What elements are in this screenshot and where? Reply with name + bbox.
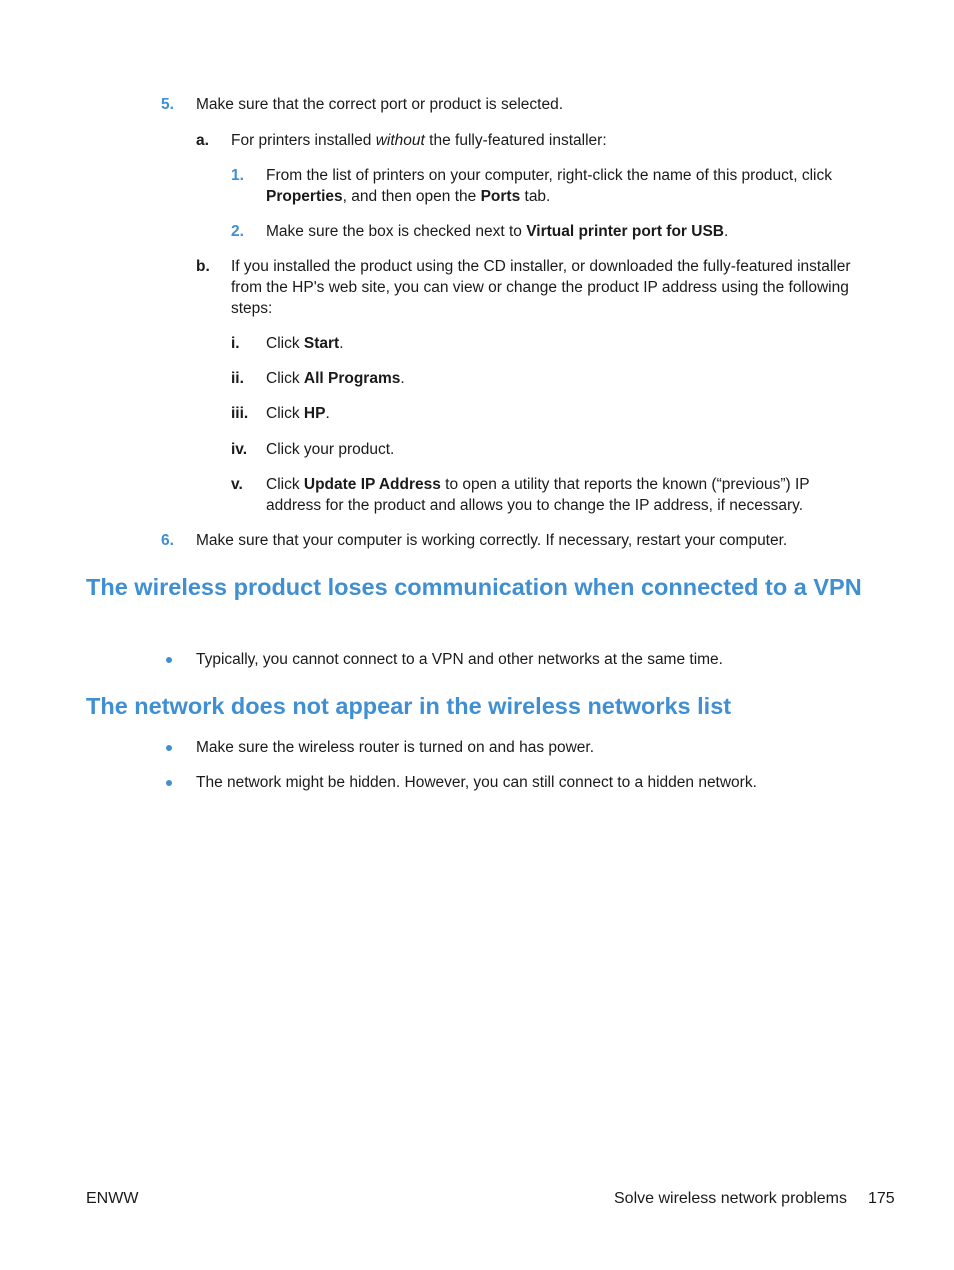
substep-marker: b.: [196, 258, 210, 275]
step-text: Make sure that the correct port or product is selected.: [196, 96, 564, 113]
bullet-icon: [166, 657, 172, 663]
section-heading-network-list: The network does not appear in the wireless networks list: [86, 693, 732, 719]
bullet-icon: [166, 780, 172, 786]
substep-marker: a.: [196, 132, 209, 149]
step-number: 5.: [161, 96, 174, 113]
list-item-marker: iv.: [231, 441, 248, 458]
footer-left: ENWW: [86, 1190, 139, 1207]
list-item: Click Start.: [266, 335, 344, 352]
list-item-marker: iii.: [231, 405, 249, 422]
substep-text: For printers installed without the fully-featured installer:: [231, 132, 607, 149]
footer-section-title: Solve wireless network problems: [614, 1190, 847, 1207]
step-text: Make sure that your computer is working correctly. If necessary, restart your computer.: [196, 532, 788, 549]
page-number: 175: [868, 1190, 895, 1207]
bullet-item: Make sure the wireless router is turned on and has power.: [196, 739, 595, 756]
list-item: Make sure the box is checked next to Virtual printer port for USB.: [266, 223, 729, 240]
list-item: Click All Programs.: [266, 370, 405, 387]
step-number: 6.: [161, 532, 174, 549]
list-item-number: 2.: [231, 223, 244, 240]
bullet-item: Typically, you cannot connect to a VPN and other networks at the same time.: [196, 651, 723, 668]
bullet-item: The network might be hidden. However, you can still connect to a hidden network.: [196, 774, 757, 791]
substep-text: If you installed the product using the CD installer, or downloaded the fully-featured installer from the HP's web site, you can view or change the product IP address using the following steps:: [231, 258, 851, 317]
list-item-marker: i.: [231, 335, 240, 352]
section-heading-vpn: The wireless product loses communication when connected to a VPN: [86, 574, 862, 600]
list-item-number: 1.: [231, 167, 244, 184]
list-item-marker: v.: [231, 476, 243, 493]
list-item: Click HP.: [266, 405, 330, 422]
list-item-marker: ii.: [231, 370, 244, 387]
bullet-icon: [166, 745, 172, 751]
list-item: Click Update IP Address to open a utility that reports the known (“previous”) IP address for the product and allows you to change the IP address, if necessary.: [266, 476, 810, 514]
list-item: From the list of printers on your computer, right-click the name of this product, click Properties, and then open the Ports tab.: [266, 167, 832, 205]
list-item: Click your product.: [266, 441, 395, 458]
